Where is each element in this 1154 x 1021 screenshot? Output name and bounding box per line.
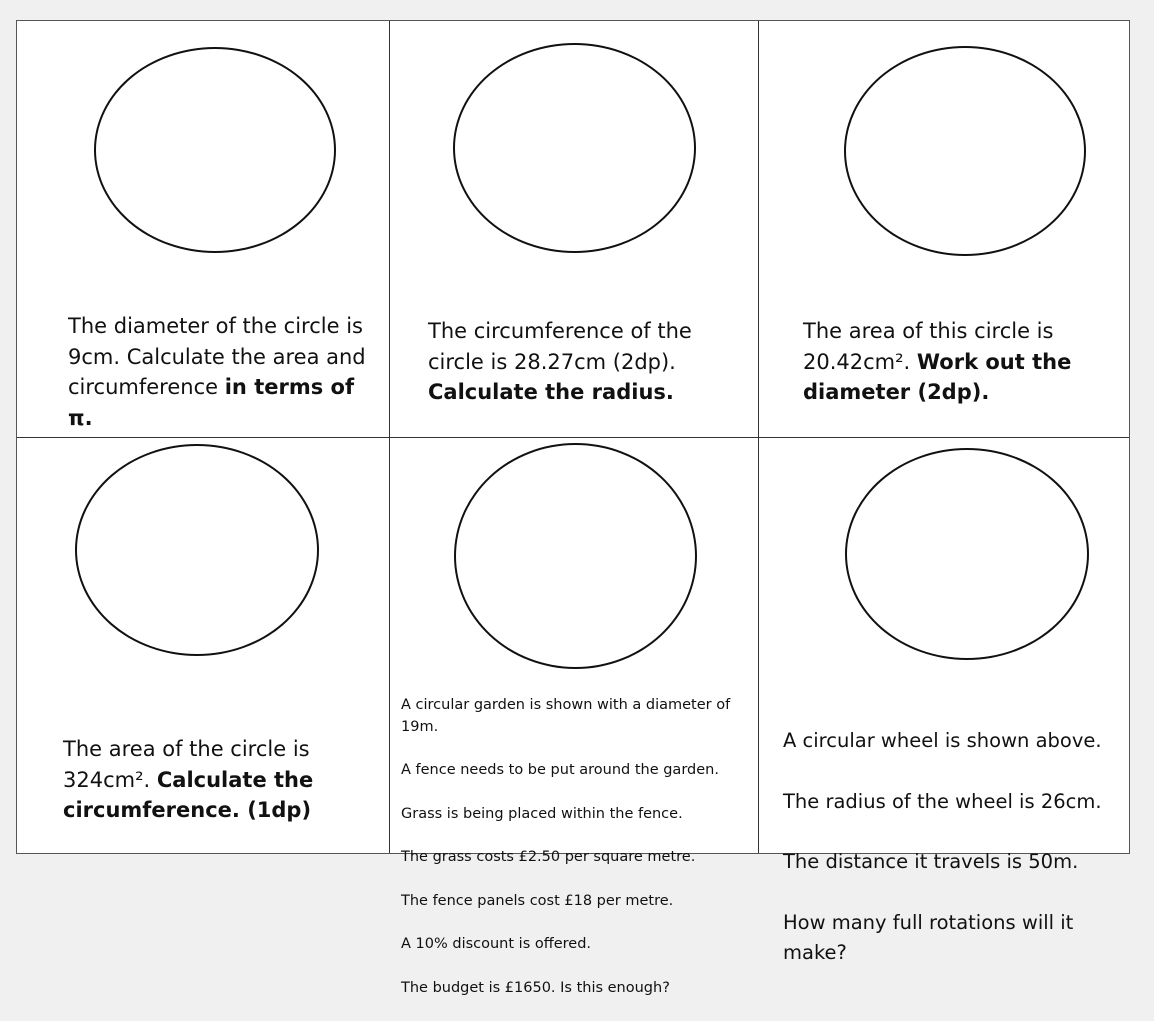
question-emphasis: Calculate the radius. <box>428 380 674 405</box>
question-line: A fence needs to be put around the garden. <box>401 762 719 778</box>
card-5 <box>390 438 758 996</box>
question-line: The grass costs £2.50 per square metre. <box>401 849 696 865</box>
question-line: How many full rotations will it make? <box>783 910 1074 964</box>
question-line: The budget is £1650. Is this enough? <box>401 979 670 996</box>
card-3-question <box>803 286 1103 408</box>
question-text: The circumference of the circle is 28.27cm (2dp). <box>428 319 692 374</box>
circle-diagram <box>453 43 696 253</box>
question-line: The fence panels cost £18 per metre. <box>401 892 674 909</box>
question-emphasis: Calculate the circumference. (1dp) <box>63 767 314 823</box>
circle-diagram <box>94 47 336 253</box>
question-emphasis: in terms of π. <box>68 375 355 430</box>
card-6 <box>759 438 1129 964</box>
card-3 <box>759 21 1129 437</box>
question-emphasis: Work out the diameter (2dp). <box>803 349 1072 405</box>
card-1 <box>17 21 389 437</box>
circle-diagram <box>845 448 1089 660</box>
question-line: Grass is being placed within the fence. <box>401 805 683 822</box>
card-4-question <box>63 704 363 826</box>
card-2 <box>390 21 758 437</box>
question-text: The diameter of the circle is 9cm. Calculate the area and circumference <box>68 314 366 400</box>
question-line: The distance it travels is 50m. <box>783 850 1079 874</box>
question-line: A 10% discount is offered. <box>401 936 592 952</box>
question-line: The radius of the wheel is 26cm. <box>783 789 1102 813</box>
card-4 <box>17 438 389 853</box>
question-text: The area of the circle is 324cm². <box>63 737 310 792</box>
card-1-question <box>68 281 378 433</box>
question-line: A circular wheel is shown above. <box>783 729 1102 753</box>
circle-diagram <box>844 46 1086 256</box>
card-2-question <box>428 286 738 408</box>
question-line: A circular garden is shown with a diameter of 19m. <box>401 696 731 735</box>
card-6-question <box>783 696 1118 998</box>
circle-diagram <box>75 444 319 656</box>
circle-diagram <box>454 443 697 669</box>
card-5-question <box>401 673 746 1021</box>
worksheet <box>16 20 1130 996</box>
question-text: The area of this circle is 20.42cm². <box>803 319 1054 374</box>
